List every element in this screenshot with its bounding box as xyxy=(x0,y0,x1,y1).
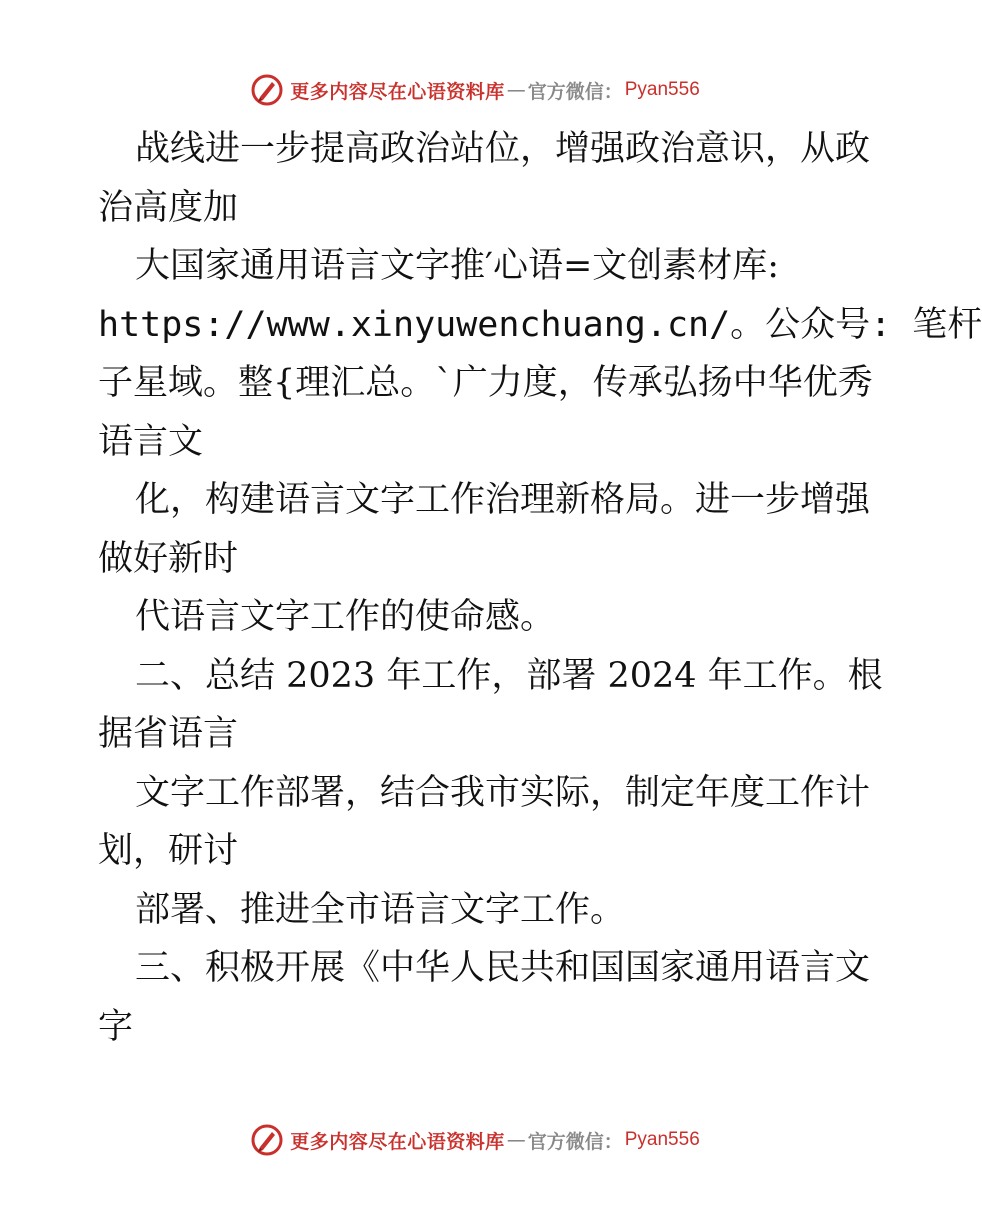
watermark-wechat-id: Pyan556 xyxy=(624,1129,700,1150)
body-line: 据省语言 xyxy=(98,714,239,754)
body-line: 化，构建语言文字工作治理新格局。进一步增强 xyxy=(135,480,871,520)
footer-watermark xyxy=(0,1120,950,1160)
watermark-separator: — xyxy=(506,79,526,101)
body-line: 治高度加 xyxy=(98,187,239,228)
watermark-separator: — xyxy=(506,1129,526,1151)
pen-logo-icon xyxy=(250,1123,284,1157)
body-line: 大国家通用语言文字推′心语=文创素材库: xyxy=(135,246,780,286)
body-line: 三、积极开展《中华人民共和国国家通用语言文 xyxy=(135,948,871,988)
body-line: 语言文 xyxy=(98,421,204,462)
body-line: 做好新时 xyxy=(98,538,239,579)
body-line: 字 xyxy=(98,1006,134,1047)
body-line: 战线进一步提高政治站位，增强政治意识，从政 xyxy=(135,129,871,169)
watermark-channel: 官方微信： xyxy=(527,80,623,103)
body-line: 子星域。整{理汇总。`广力度，传承弘扬中华优秀 xyxy=(98,363,873,403)
body-line: 部署、推进全市语言文字工作。 xyxy=(135,889,626,930)
body-line: 二、总结 2023 年工作，部署 2024 年工作。根 xyxy=(135,655,883,696)
watermark-channel: 官方微信： xyxy=(527,1130,623,1153)
body-line: 文字工作部署，结合我市实际，制定年度工作计 xyxy=(135,772,871,813)
body-line: 代语言文字工作的使命感。 xyxy=(135,597,556,637)
document-body xyxy=(98,120,982,1056)
watermark-wechat-id: Pyan556 xyxy=(624,79,700,100)
body-line: 划，研讨 xyxy=(98,831,239,871)
watermark-text: 更多内容尽在心语资料库 xyxy=(290,80,505,103)
header-watermark xyxy=(0,70,950,110)
pen-logo-icon xyxy=(250,73,284,107)
watermark-text: 更多内容尽在心语资料库 xyxy=(290,1130,505,1153)
body-line-url: https://www.xinyuwenchuang.cn/。公众号: 笔杆 xyxy=(98,304,982,345)
